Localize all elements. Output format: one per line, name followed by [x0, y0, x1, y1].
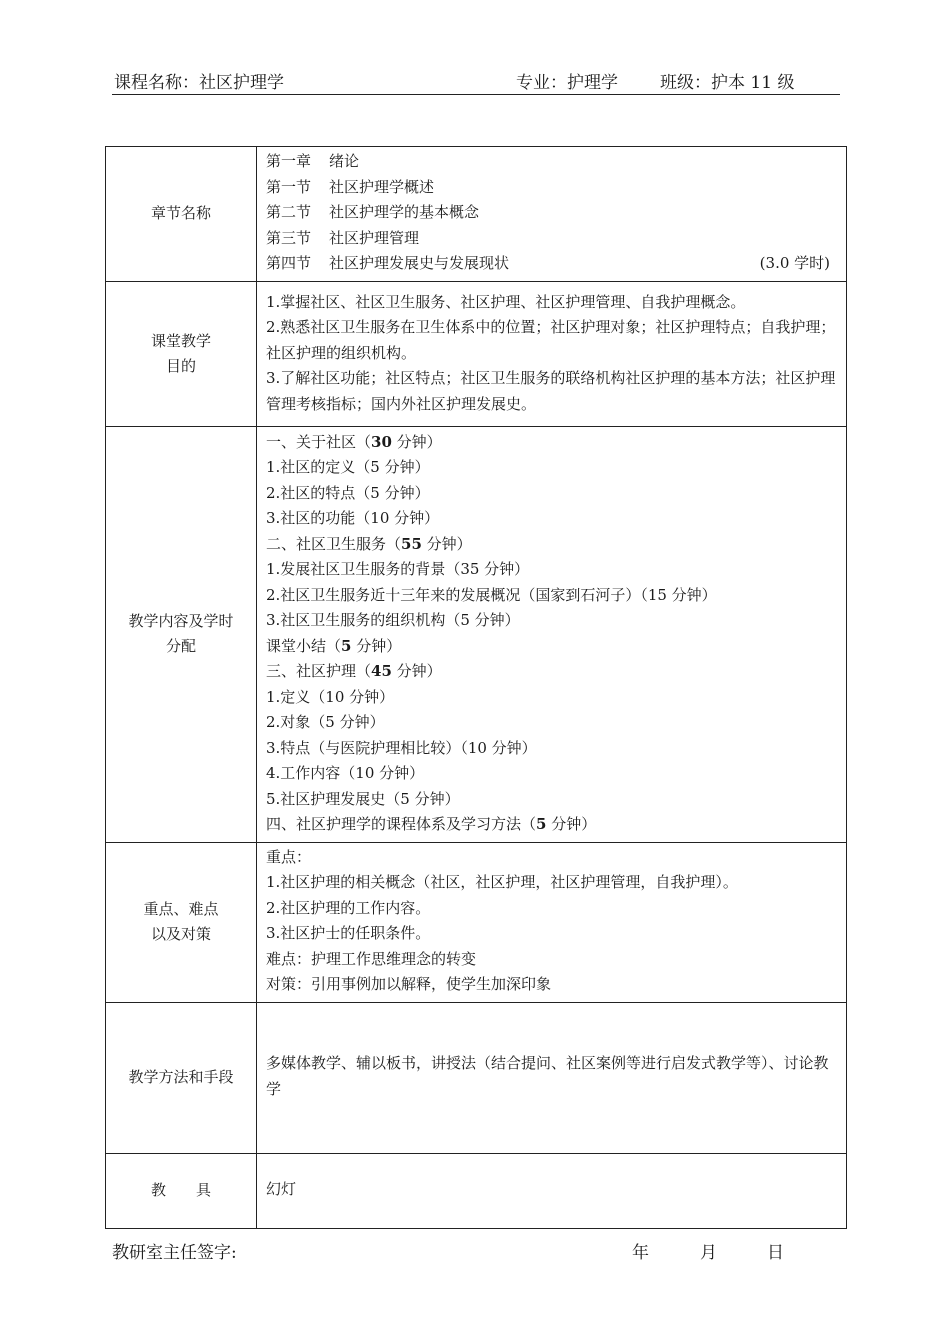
- key-point-line: 难点：护理工作思维理念的转变: [266, 949, 477, 968]
- page-header: [112, 66, 840, 95]
- row-chapter: [106, 147, 847, 282]
- signature-footer: [112, 1238, 842, 1263]
- row-objectives: [106, 281, 847, 426]
- objectives-content: [257, 281, 847, 426]
- key-point-line: 2.社区护理的工作内容。: [266, 898, 431, 917]
- label-objectives: 课堂教学 目的: [106, 281, 257, 426]
- major: 专业：护理学: [516, 73, 618, 93]
- chapter-content: [257, 147, 847, 282]
- row-methods: [106, 1002, 847, 1153]
- chapter-line: 第四节 社区护理发展史与发展现状 (3.0 学时): [266, 251, 838, 277]
- chapter-line: 第一章 绪论: [266, 152, 360, 170]
- teaching-content-line: 1.定义（10 分钟）: [266, 687, 395, 706]
- key-point-line: 3.社区护士的任职条件。: [266, 924, 431, 942]
- teaching-content-line: 4.工作内容（10 分钟）: [266, 764, 425, 782]
- teaching-content-line: 一、关于社区（30 分钟）: [266, 432, 442, 451]
- key-point-line: 重点：: [266, 847, 312, 866]
- methods-text: 多媒体教学、辅以板书，讲授法（结合提问、社区案例等进行启发式教学等）、讨论教学: [266, 1054, 829, 1098]
- teaching-content-line: 1.社区的定义（5 分钟）: [266, 458, 430, 476]
- key-point-line: 1.社区护理的相关概念（社区，社区护理，社区护理管理，自我护理）。: [266, 873, 738, 891]
- course-name: 课程名称：社区护理学: [114, 73, 284, 93]
- row-key-points: [106, 842, 847, 1002]
- label-methods: 教学方法和手段: [106, 1002, 257, 1153]
- teaching-content-line: 四、社区护理学的课程体系及学习方法（5 分钟）: [266, 815, 597, 833]
- label-teaching-content: 教学内容及学时 分配: [106, 426, 257, 842]
- objective-item: 1.掌握社区、社区卫生服务、社区护理、社区护理管理、自我护理概念。: [266, 292, 746, 311]
- label-key-points: 重点、难点 以及对策: [106, 842, 257, 1002]
- teaching-content-line: 课堂小结（5 分钟）: [266, 636, 402, 655]
- teaching-content-line: 3.社区的功能（10 分钟）: [266, 509, 440, 527]
- teaching-content-line: 3.社区卫生服务的组织机构（5 分钟）: [266, 611, 520, 629]
- tools-text: 幻灯: [266, 1179, 297, 1198]
- lesson-plan-table: [105, 146, 847, 1229]
- teaching-content-line: 2.社区的特点（5 分钟）: [266, 483, 430, 502]
- date-year: 年: [632, 1243, 649, 1263]
- teaching-content-line: 三、社区护理（45 分钟）: [266, 662, 442, 680]
- objective-item: 2.熟悉社区卫生服务在卫生体系中的位置；社区护理对象；社区护理特点；自我护理；社区护理的组织机构。: [266, 318, 836, 362]
- chapter-line: 第一节 社区护理学概述: [266, 177, 435, 196]
- row-teaching-content: [106, 426, 847, 842]
- row-tools: [106, 1153, 847, 1228]
- date-month: 月: [700, 1243, 717, 1263]
- label-tools: 教 具: [106, 1153, 257, 1228]
- teaching-content-line: 二、社区卫生服务（55 分钟）: [266, 534, 472, 553]
- methods-content: [257, 1002, 847, 1153]
- teaching-content-line: 1.发展社区卫生服务的背景（35 分钟）: [266, 560, 530, 578]
- label-chapter: 章节名称: [106, 147, 257, 282]
- teaching-content: [257, 426, 847, 842]
- chapter-line: 第三节 社区护理管理: [266, 228, 420, 247]
- objective-item: 3.了解社区功能；社区特点；社区卫生服务的联络机构社区护理的基本方法；社区护理管理考核指标；国内外社区护理发展史。: [266, 369, 836, 413]
- class-hours: (3.0 学时): [759, 254, 830, 272]
- key-points-content: [257, 842, 847, 1002]
- date-day: 日: [767, 1243, 784, 1263]
- chapter-line: 第二节 社区护理学的基本概念: [266, 203, 480, 221]
- teaching-content-line: 2.社区卫生服务近十三年来的发展概况（国家到石河子）（15 分钟）: [266, 585, 717, 604]
- signature-label: 教研室主任签字:: [112, 1243, 237, 1263]
- teaching-content-line: 5.社区护理发展史（5 分钟）: [266, 789, 460, 808]
- class-name: 班级：护本 11 级: [660, 73, 795, 93]
- teaching-content-line: 3.特点（与医院护理相比较）（10 分钟）: [266, 738, 537, 757]
- teaching-content-line: 2.对象（5 分钟）: [266, 713, 385, 731]
- key-point-line: 对策：引用事例加以解释，使学生加深印象: [266, 975, 552, 993]
- tools-content: [257, 1153, 847, 1228]
